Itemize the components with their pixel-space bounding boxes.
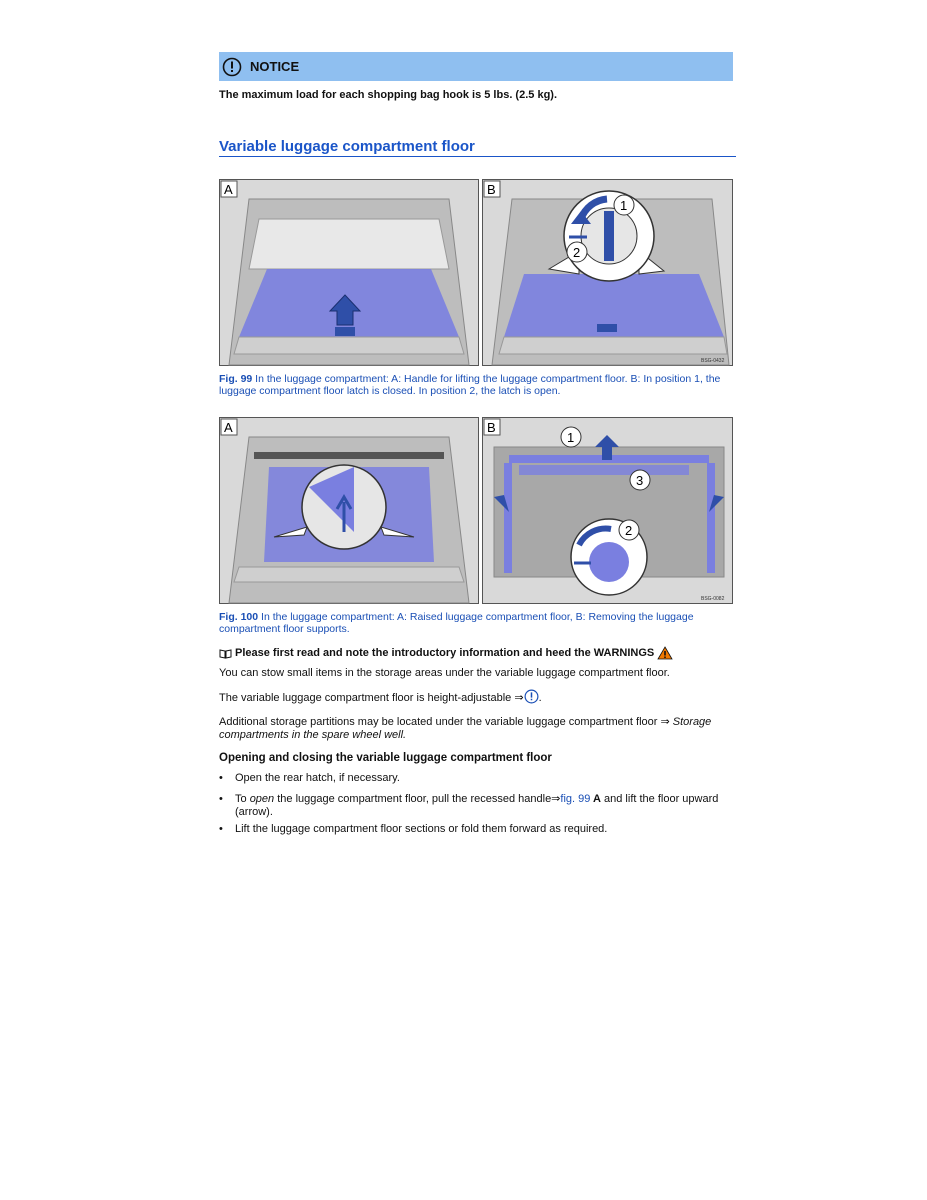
notice-label: NOTICE [250, 59, 300, 74]
warning-triangle-icon[interactable] [657, 646, 673, 660]
fig100-panel-b-label: B [487, 420, 496, 435]
fig99-image-code: BSG-0432 [701, 358, 725, 364]
fig99-panel-a [220, 180, 479, 366]
fig100-caption-label: Fig. 100 [219, 611, 259, 623]
read-note-text: Please first read and note the introductory information and heed the WARNINGS [235, 646, 655, 659]
fig100-panel-a-label: A [224, 420, 233, 435]
exclamation-circle-icon [222, 57, 242, 77]
fig99-caption-text: In the luggage compartment: A: Handle for lifting the luggage compartment floor. B: In position 1, the luggage compartment floor latch is closed. In position 2, the latch is open. [219, 373, 721, 397]
storage-compartments-link[interactable]: Storage compartments in the spare wheel well. [219, 716, 712, 741]
fig99-panel-b-label: B [487, 182, 496, 197]
paragraph-2-end: . [538, 691, 542, 704]
fig99-callout-2: 2 [573, 245, 581, 260]
fig99-panel-a-label: A [224, 182, 233, 197]
fig99-caption [219, 373, 733, 397]
fig100-panel-a [220, 418, 479, 604]
figure-100 [219, 417, 733, 604]
list-item: • Lift the luggage compartment floor sections or fold them forward as required. [219, 823, 608, 835]
subheading: Opening and closing the variable luggage compartment floor [219, 752, 552, 764]
fig100-image-code: BSG-0082 [701, 596, 725, 602]
bullet-2-post: and lift the floor upward (arrow). [235, 793, 719, 818]
paragraph-1: You can stow small items in the storage areas under the variable luggage compartment floor. [219, 667, 670, 679]
paragraph-3 [219, 716, 733, 741]
fig99-link[interactable]: fig. 99 [560, 793, 591, 805]
exclamation-circle-icon[interactable] [524, 689, 539, 704]
bullet-2-pre: To [235, 793, 250, 805]
notice-text: The maximum load for each shopping bag hook is 5 lbs. (2.5 kg). [219, 89, 558, 101]
list-item: • To open the luggage compartment floor, pull the recessed handle⇒fig. 99 A and lift the floor upward (arrow). [219, 793, 719, 818]
paragraph-3-text: Additional storage partitions may be located under the variable luggage compartment floor ⇒ [219, 716, 673, 728]
section-title: Variable luggage compartment floor [219, 138, 736, 157]
paragraph-2 [219, 689, 733, 704]
figure-99 [219, 179, 733, 366]
bullet-2-italic: open [249, 793, 275, 805]
fig100-panel-b [483, 418, 733, 604]
read-note [219, 646, 733, 660]
fig100-callout-2: 2 [625, 523, 633, 538]
bullet-3-text: Lift the luggage compartment floor sections or fold them forward as required. [235, 823, 608, 835]
bullet-2-bold: A [590, 793, 601, 805]
list-item: • Open the rear hatch, if necessary. [219, 772, 400, 784]
fig100-caption-text: In the luggage compartment: A: Raised luggage compartment floor, B: Removing the luggage compartment floor supports. [219, 611, 694, 635]
book-icon [219, 648, 232, 659]
fig100-caption [219, 611, 733, 635]
fig99-caption-label: Fig. 99 [219, 373, 253, 385]
paragraph-2-text: The variable luggage compartment floor is height-adjustable ⇒ [219, 691, 524, 704]
fig99-panel-b [483, 180, 733, 366]
fig99-callout-1: 1 [620, 198, 628, 213]
fig100-callout-3: 3 [636, 473, 644, 488]
fig100-callout-1: 1 [567, 430, 575, 445]
bullet-1-text: Open the rear hatch, if necessary. [235, 772, 400, 784]
bullet-2-mid: the luggage compartment floor, pull the recessed handle⇒ [274, 793, 561, 805]
notice-box [219, 52, 733, 81]
